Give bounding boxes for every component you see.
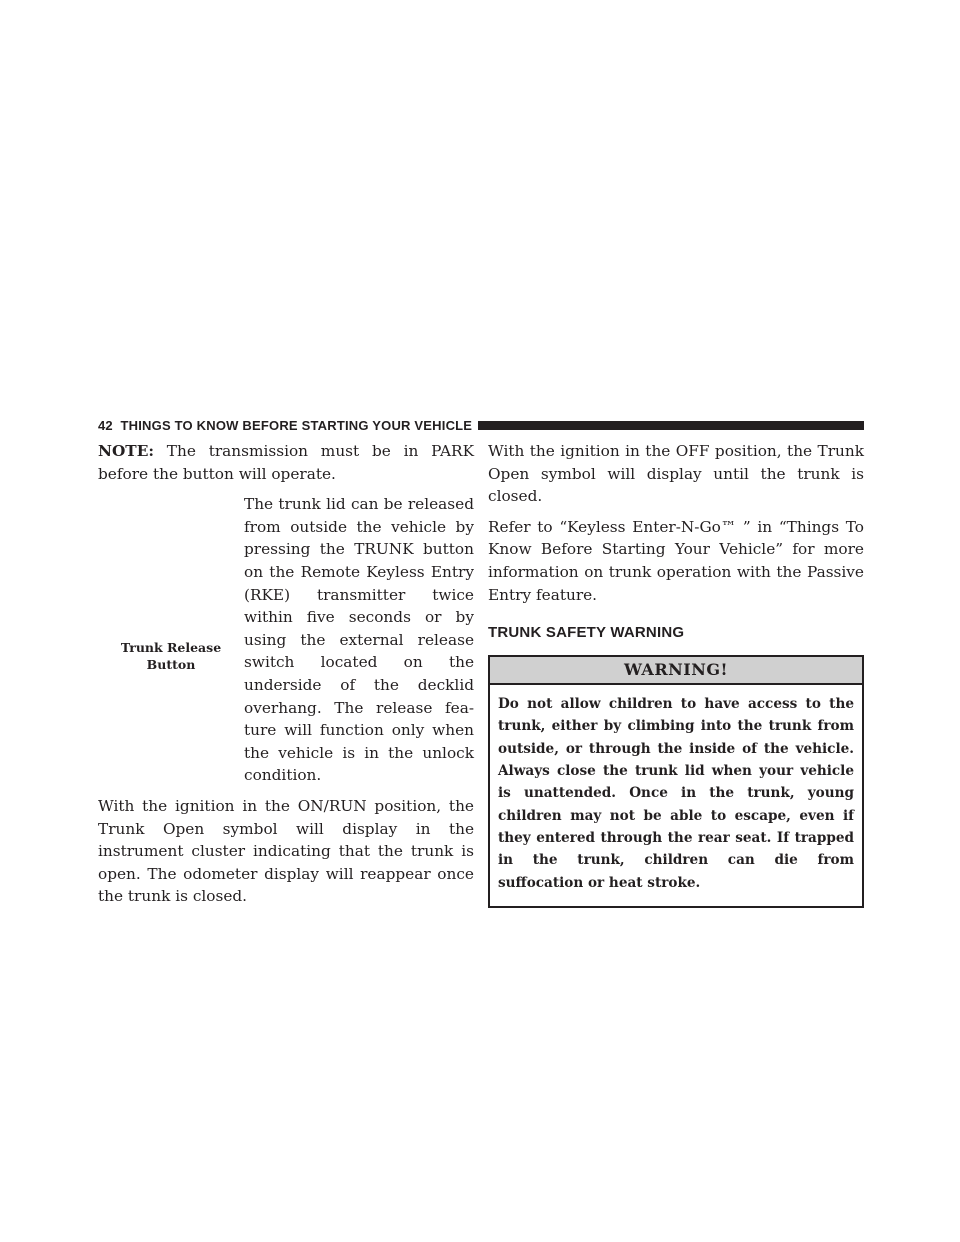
on-run-paragraph: With the ignition in the ON/RUN position, the Trunk Open symbol will display in the instrument cluster indicating that the trunk is open. The odometer display will reappear once the trunk is closed.: [98, 796, 474, 906]
warning-box: [488, 655, 864, 908]
right-column: [488, 440, 864, 908]
figure-caption-line1: Trunk Release: [120, 640, 222, 656]
page-header: [98, 417, 864, 433]
section-heading: TRUNK SAFETY WARNING: [488, 624, 685, 642]
trunk-release-paragraph: The trunk lid can be released from outside the vehicle by pressing the TRUNK button on the Remote Keyless Entry (RKE) transmitter twice within five seconds or by using the external release switch located on the underside of the decklid overhang. The release fea- ture will function only when the vehicle is in the unlock condition.: [244, 495, 474, 785]
section-title: THINGS TO KNOW BEFORE STARTING YOUR VEHICLE: [120, 417, 473, 433]
warning-text: Do not allow children to have access to the trunk, either by climbing into the trunk from outside, or through the inside of the vehicle. Always close the trunk lid when your vehicle is unattended. Once in the trunk, young children may not be able to escape, even if they entered through the rear seat. If trapped in the trunk, children can die from suffocation or heat stroke.: [498, 696, 854, 891]
page-number: 42: [98, 417, 113, 433]
warning-title: WARNING!: [490, 657, 862, 685]
refer-paragraph: Refer to “Keyless Enter-N-Go™ ” in “Things To Know Before Starting Your Vehicle” for more information on trunk operation with the Passive Entry feature.: [488, 517, 864, 604]
header-text: [98, 418, 478, 433]
trunk-release-figure: [98, 493, 244, 677]
header-rule: [478, 421, 864, 430]
note-label: NOTE:: [98, 442, 154, 460]
figure-row: [98, 493, 474, 787]
off-position-paragraph: With the ignition in the OFF position, the Trunk Open symbol will display until the trunk is closed.: [488, 442, 864, 506]
figure-caption: [98, 639, 244, 673]
note-text: The transmission must be in PARK before the button will operate.: [98, 442, 474, 483]
figure-caption-line2: Button: [146, 657, 196, 673]
figure-text: [244, 493, 474, 787]
left-column: [98, 440, 474, 908]
note-paragraph: [98, 440, 474, 485]
